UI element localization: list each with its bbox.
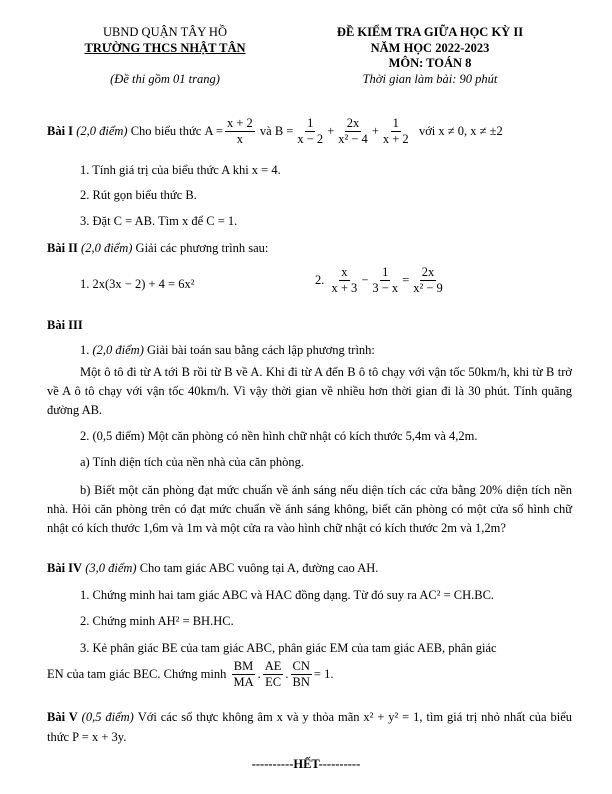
bai1-q1: 1. Tính giá trị của biểu thức A khi x = 4. [80, 163, 281, 177]
time-limit: Thời gian làm bài: 90 phút [362, 72, 498, 86]
fraction-ae-ec: $\frac{AE}{EC}$ [264, 659, 282, 690]
fraction-B3: $\frac{1}{x + 2}$ [382, 116, 409, 147]
fraction-bm-ma: $\frac{BM}{MA}$ [233, 659, 254, 690]
header-page-count: (Đề thi gồm 01 trang) [110, 72, 220, 86]
fraction-q2-2: $\frac{1}{3 - x}$ [372, 265, 399, 296]
bai1-q2: 2. Rút gọn biểu thức B. [80, 188, 197, 202]
school-year: NĂM HỌC 2022-2023 [370, 41, 490, 55]
bai3-q1-heading: 1. (2,0 điểm) Giải bài toán sau bằng cách lập phương trình: [80, 343, 375, 357]
fraction-B1: $\frac{1}{x - 2}$ [297, 116, 324, 147]
bai3-label: Bài III [47, 318, 83, 332]
bai3-q2-heading: 2. (0,5 điểm) Một căn phòng có nền hình chữ nhật có kích thước 5,4m và 4,2m. [80, 429, 478, 443]
header-school: TRƯỜNG THCS NHẬT TÂN [84, 41, 246, 55]
bai2-q1: 1. 2x(3x − 2) + 4 = 6x² [80, 277, 195, 291]
bai4-q2: 2. Chứng minh AH² = BH.HC. [80, 614, 234, 628]
fraction-B2: $\frac{2x}{\text{x² − 4}}$ [338, 116, 368, 147]
fraction-A: $\frac{x + 2}{x}$ [226, 116, 253, 147]
exam-title: ĐỀ KIỂM TRA GIỮA HỌC KỲ II [336, 25, 524, 39]
end-marker: ----------HẾT---------- [251, 757, 361, 771]
bai2-q2: 2. $\frac{x}{x + 3}$ − $\frac{1}{3 - x}$ = $\frac{2x}{\text{x² − 9}}$ [315, 265, 443, 296]
bai4-q1: 1. Chứng minh hai tam giác ABC và HAC đồng dạng. Từ đó suy ra AC² = CH.BC. [80, 588, 495, 602]
bai4-q3-line2: EN của tam giác BEC. Chứng minh $\frac{BM}{MA}$ . $\frac{AE}{EC}$ . $\frac{CN}{BN}$ = 1. [47, 659, 334, 690]
bai1-intro: Bài I (2,0 điểm) Cho biểu thức A = $\frac{x + 2}{x}$ và B = $\frac{1}{x - 2}$ + $\frac{2x}{\text{x² − 4}}$ + $\frac{1}{x + 2}$ với x ≠ 0, x ≠ ±2 [47, 116, 503, 147]
subject: MÔN: TOÁN 8 [388, 56, 472, 70]
bai3-q2a: a) Tính diện tích của nền nhà của căn phòng. [80, 455, 304, 469]
bai2-intro: Bài II (2,0 điểm) Giải các phương trình sau: [47, 241, 269, 255]
bai1-q3: 3. Đặt C = AB. Tìm x để C = 1. [80, 214, 238, 228]
bai4-intro: Bài IV (3,0 điểm) Cho tam giác ABC vuông tại A, đường cao AH. [47, 561, 379, 575]
fraction-q2-3: $\frac{2x}{\text{x² − 9}}$ [413, 265, 443, 296]
fraction-cn-bn: $\frac{CN}{BN}$ [292, 659, 310, 690]
bai4-q3-line1: 3. Kẻ phân giác BE của tam giác ABC, phân giác EM của tam giác AEB, phân giác [80, 641, 497, 655]
fraction-q2-1: $\frac{x}{x + 3}$ [331, 265, 358, 296]
bai3-q1-body: Một ô tô đi từ A tới B rồi từ B về A. Khi đi từ A đến B ô tô chạy với vận tốc 50km/h, khi từ B trở về A ô tô chạy với vận tốc 40km/h. Vì vậy thời gian về nhiều hơn thời gian đi là 30 phút. Tính quãng đường AB. [47, 365, 572, 417]
bai3-q2b: b) Biết một căn phòng đạt mức chuẩn về ánh sáng nếu diện tích các cửa bằng 20% diện tích nền nhà. Hỏi căn phòng trên có đạt mức chuẩn về ánh sáng không, biết căn phòng có một cửa sổ hình chữ nhật có kích thước 1,6m và 1m và một cửa ra vào hình chữ nhật có kích thước 2m và 1,2m? [47, 483, 572, 535]
header-district: UBND QUẬN TÂY HỒ [103, 25, 227, 39]
bai5: Bài V (0,5 điểm) Với các số thực không âm x và y thỏa mãn x² + y² = 1, tìm giá trị nhỏ nhất của biểu thức P = x + 3y. [47, 710, 572, 744]
